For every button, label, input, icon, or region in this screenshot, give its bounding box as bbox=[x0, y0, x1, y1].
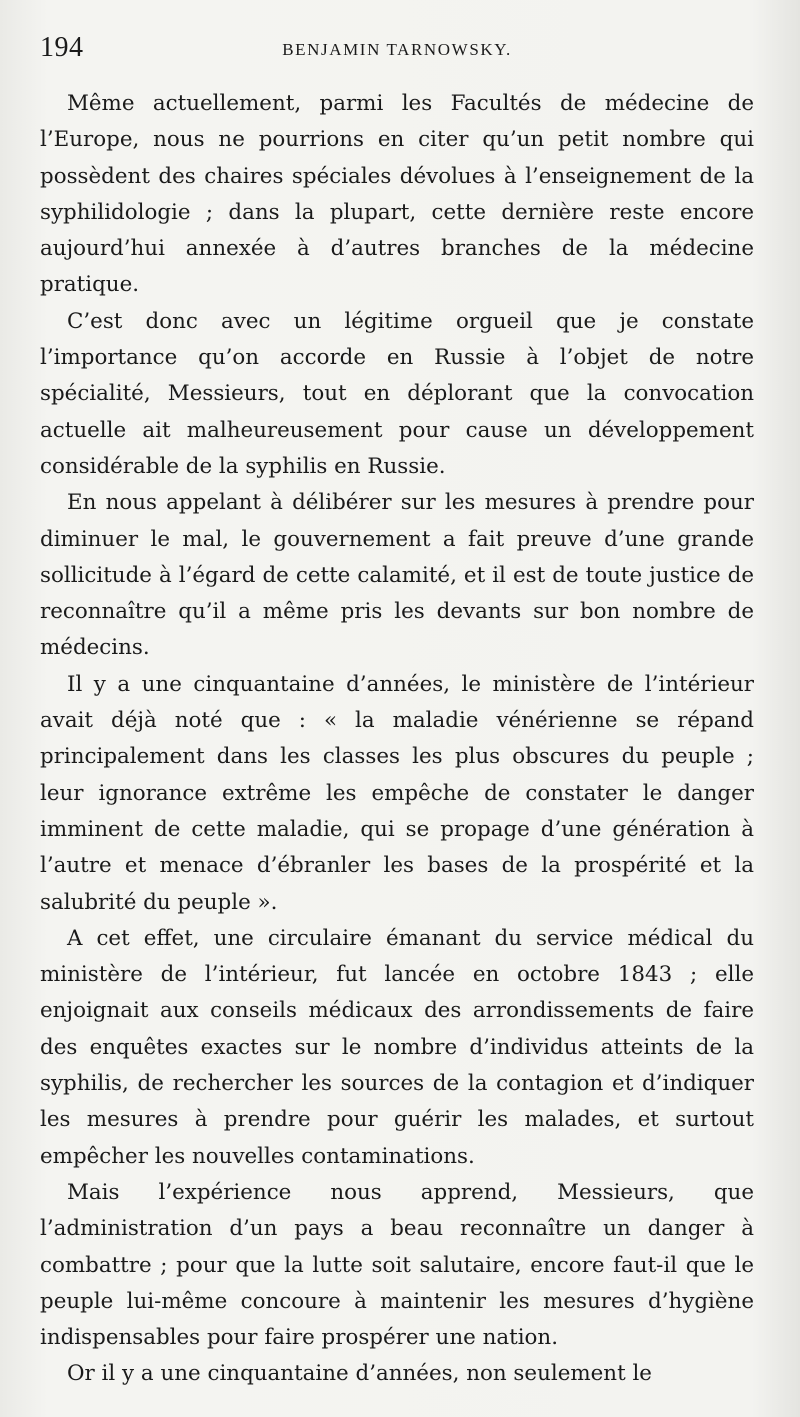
paragraph: Même actuellement, parmi les Facultés de médecine de l’Europe, nous ne pourrions en citer qu’un petit nombre qui possèdent des chaires spéciales dévolues à l’enseignement de la syphilidologie ; dans la plupart, cette dernière reste encore aujourd’hui annexée à d’autres branches de la médecine pratique. bbox=[40, 91, 754, 298]
paragraph: Mais l’expérience nous apprend, Messieurs, que l’administration d’un pays a beau reconnaître un danger à combattre ; pour que la lutte soit salutaire, encore faut-il que le peuple lui-même concoure à maintenir les mesures d’hygiène indispensables pour faire prospérer une nation. bbox=[40, 1179, 754, 1351]
paragraph: Il y a une cinquantaine d’années, le ministère de l’intérieur avait déjà noté que : « la maladie vénérienne se répand principalement dans les classes les plus obscures du peuple ; leur ignorance extrême les empêche de constater le danger imminent de cette maladie, qui se propage d’une génération à l’autre et menace d’ébranler les bases de la prospérité et la salubrité du peuple ». bbox=[40, 671, 754, 915]
paragraph: Or il y a une cinquantaine d’années, non seulement le bbox=[67, 1361, 652, 1387]
running-title: BENJAMIN TARNOWSKY. bbox=[282, 40, 512, 59]
paragraph: C’est donc avec un légitime orgueil que je constate l’importance qu’on accorde en Russie à l’objet de notre spécialité, Messieurs, tout en déplorant que la convocation actuelle ait malheureusement pour cause un développement considérable de la syphilis en Russie. bbox=[40, 308, 754, 479]
paragraph: A cet effet, une circulaire émanant du service médical du ministère de l’intérieur, fut lancée en octobre 1843 ; elle enjoignait aux conseils médicaux des arrondissements de faire des enquêtes exactes sur le nombre d’individus atteints de la syphilis, de rechercher les sources de la contagion et d’indiquer les mesures à prendre pour guérir les malades, et surtout empêcher les nouvelles contaminations. bbox=[40, 925, 754, 1169]
page-number: 194 bbox=[40, 32, 84, 63]
paragraph: En nous appelant à délibérer sur les mesures à prendre pour diminuer le mal, le gouvernement a fait preuve d’une grande sollicitude à l’égard de cette calamité, et il est de toute justice de reconnaître qu’il a même pris les devants sur bon nombre de médecins. bbox=[40, 490, 754, 661]
running-head bbox=[40, 30, 754, 70]
body-text bbox=[40, 86, 754, 1393]
